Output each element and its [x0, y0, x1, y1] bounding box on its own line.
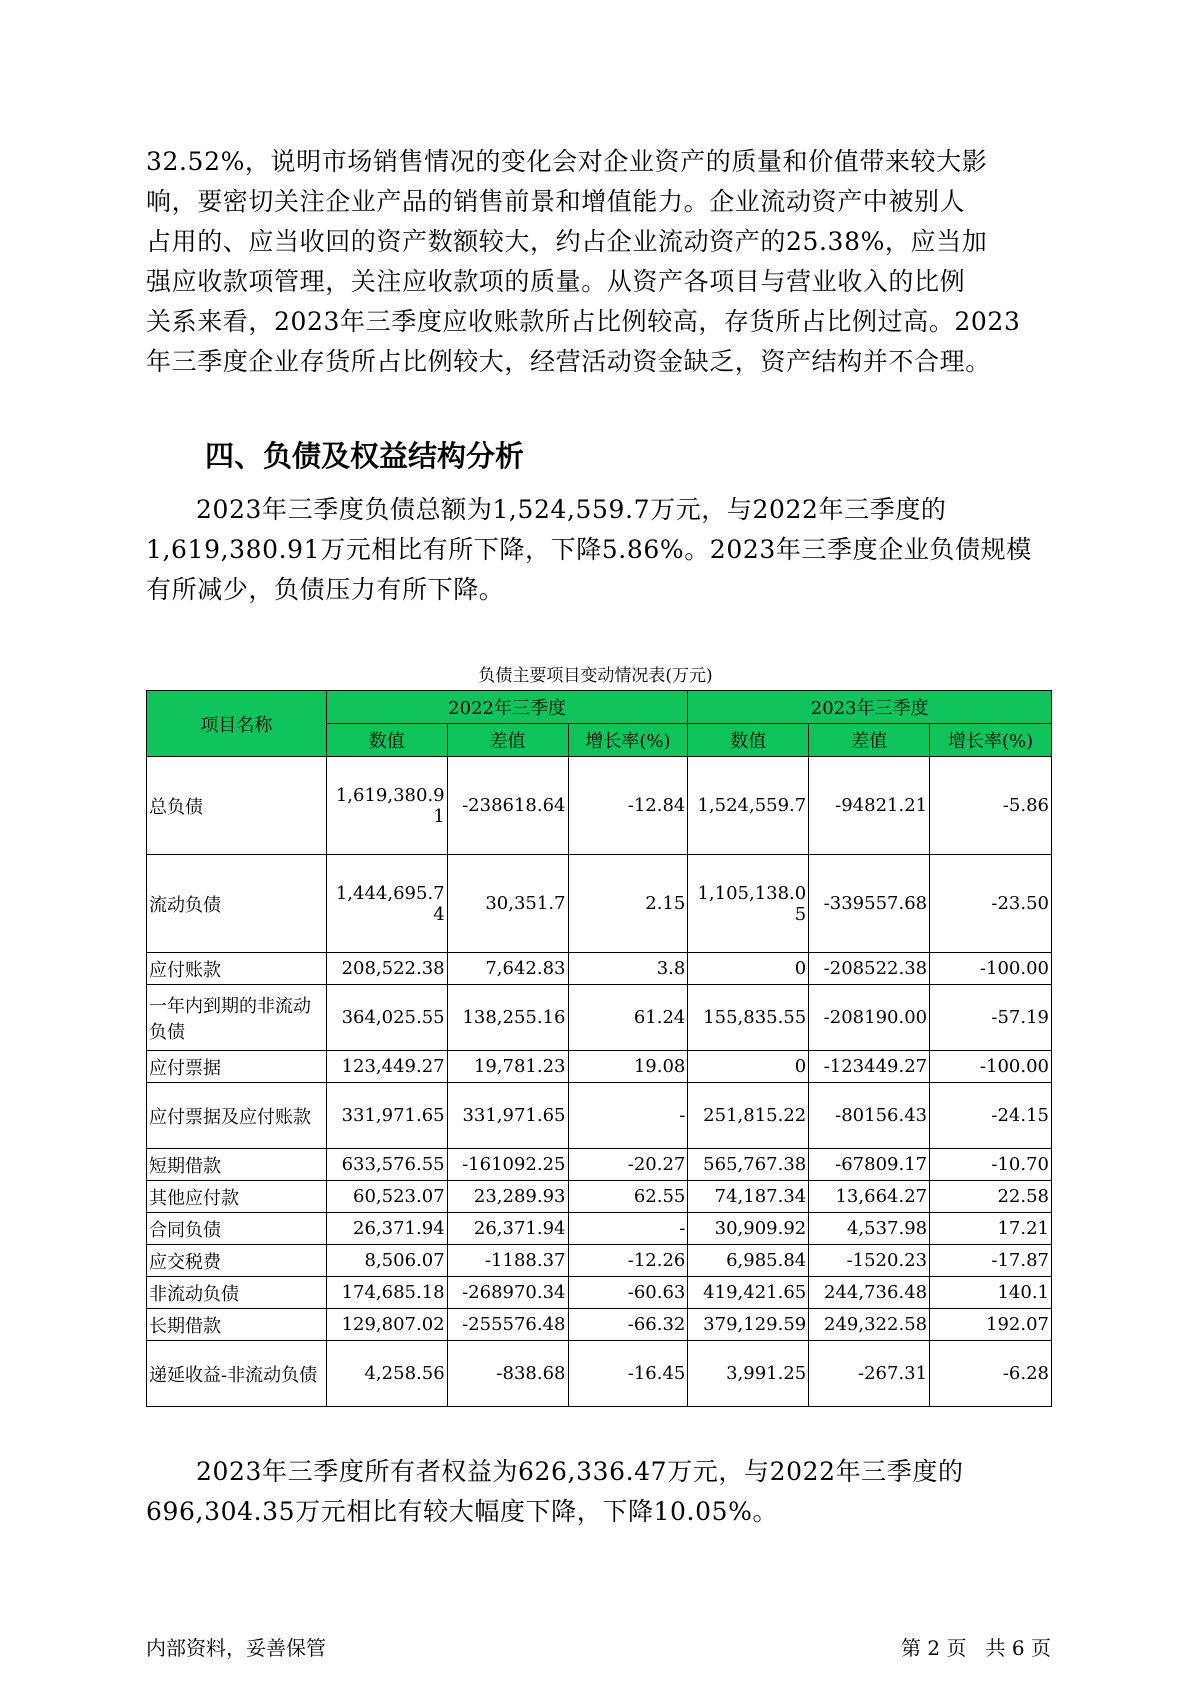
paragraph-line: 32.52%，说明市场销售情况的变化会对企业资产的质量和价值带来较大影	[146, 147, 988, 176]
growth-2023: -57.19	[930, 985, 1052, 1051]
equity-paragraph	[146, 1452, 1051, 1532]
table-row	[147, 1181, 1052, 1213]
diff-2023: -94821.21	[809, 757, 930, 855]
diff-2023: -80156.43	[809, 1083, 930, 1149]
item-name: 长期借款	[147, 1309, 327, 1341]
value-2022: 633,576.55	[326, 1149, 447, 1181]
growth-2023: -23.50	[930, 855, 1052, 953]
growth-2022: -60.63	[568, 1277, 688, 1309]
item-name: 总负债	[147, 757, 327, 855]
table-row	[147, 1277, 1052, 1309]
paragraph-line: 响，要密切关注企业产品的销售前景和增值能力。企业流动资产中被别人	[146, 187, 966, 216]
item-name: 其他应付款	[147, 1181, 327, 1213]
diff-2023: 13,664.27	[809, 1181, 930, 1213]
growth-2023: 22.58	[930, 1181, 1052, 1213]
diff-2023: 4,537.98	[809, 1213, 930, 1245]
value-2022: 123,449.27	[326, 1051, 447, 1083]
growth-2023: 140.1	[930, 1277, 1052, 1309]
table-row	[147, 1341, 1052, 1407]
table-row	[147, 1213, 1052, 1245]
period-2022-header: 2022年三季度	[326, 691, 688, 724]
diff-2023: -339557.68	[809, 855, 930, 953]
growth-2023: -5.86	[930, 757, 1052, 855]
paragraph-line: 强应收款项管理，关注应收款项的质量。从资产各项目与营业收入的比例	[146, 267, 966, 296]
diff-2022: -161092.25	[447, 1149, 568, 1181]
table-row	[147, 953, 1052, 985]
diff-2022: 19,781.23	[447, 1051, 568, 1083]
table-row	[147, 1245, 1052, 1277]
item-name: 应付账款	[147, 953, 327, 985]
diff-2022: -1188.37	[447, 1245, 568, 1277]
item-name: 流动负债	[147, 855, 327, 953]
growth-2022: -66.32	[568, 1309, 688, 1341]
growth-2023: -100.00	[930, 1051, 1052, 1083]
diff-2022: 23,289.93	[447, 1181, 568, 1213]
growth-2023: -24.15	[930, 1083, 1052, 1149]
diff-2022: -238618.64	[447, 757, 568, 855]
value-2023: 419,421.65	[688, 1277, 809, 1309]
table-row	[147, 855, 1052, 953]
item-name-header: 项目名称	[147, 691, 327, 757]
column-header: 增长率(%)	[568, 724, 688, 757]
table-caption: 负债主要项目变动情况表(万元)	[478, 666, 713, 686]
item-name: 递延收益-非流动负债	[147, 1341, 327, 1407]
table-row	[147, 1309, 1052, 1341]
value-2022: 26,371.94	[326, 1213, 447, 1245]
paragraph-line: 有所减少，负债压力有所下降。	[146, 575, 505, 604]
growth-2023: -10.70	[930, 1149, 1052, 1181]
value-2022: 174,685.18	[326, 1277, 447, 1309]
growth-2023: -100.00	[930, 953, 1052, 985]
diff-2023: -1520.23	[809, 1245, 930, 1277]
table-row	[147, 985, 1052, 1051]
paragraph-line: 关系来看，2023年三季度应收账款所占比例较高，存货所占比例过高。2023	[146, 307, 1021, 336]
value-2023: 251,815.22	[688, 1083, 809, 1149]
item-name: 应付票据	[147, 1051, 327, 1083]
paragraph-line: 1,619,380.91万元相比有所下降，下降5.86%。2023年三季度企业负债规模	[146, 535, 1032, 564]
growth-2023: 192.07	[930, 1309, 1052, 1341]
value-2022: 1,444,695.74	[326, 855, 447, 953]
paragraph-line: 2023年三季度负债总额为1,524,559.7万元，与2022年三季度的	[196, 495, 947, 524]
table-row	[147, 757, 1052, 855]
table-row	[147, 1083, 1052, 1149]
value-2022: 129,807.02	[326, 1309, 447, 1341]
value-2023: 1,524,559.7	[688, 757, 809, 855]
growth-2023: 17.21	[930, 1213, 1052, 1245]
growth-2022: -16.45	[568, 1341, 688, 1407]
growth-2022: -12.84	[568, 757, 688, 855]
value-2023: 74,187.34	[688, 1181, 809, 1213]
column-header: 数值	[326, 724, 447, 757]
value-2023: 0	[688, 1051, 809, 1083]
value-2022: 364,025.55	[326, 985, 447, 1051]
column-header: 差值	[809, 724, 930, 757]
diff-2023: -208522.38	[809, 953, 930, 985]
paragraph-line: 2023年三季度所有者权益为626,336.47万元，与2022年三季度的	[196, 1457, 964, 1486]
value-2022: 8,506.07	[326, 1245, 447, 1277]
diff-2023: -123449.27	[809, 1051, 930, 1083]
value-2022: 60,523.07	[326, 1181, 447, 1213]
value-2023: 1,105,138.05	[688, 855, 809, 953]
value-2023: 6,985.84	[688, 1245, 809, 1277]
diff-2023: 249,322.58	[809, 1309, 930, 1341]
diff-2022: -255576.48	[447, 1309, 568, 1341]
diff-2022: 26,371.94	[447, 1213, 568, 1245]
growth-2022: 2.15	[568, 855, 688, 953]
column-header: 增长率(%)	[930, 724, 1052, 757]
growth-2022: -	[568, 1083, 688, 1149]
value-2023: 565,767.38	[688, 1149, 809, 1181]
diff-2023: -267.31	[809, 1341, 930, 1407]
paragraph-line: 年三季度企业存货所占比例较大，经营活动资金缺乏，资产结构并不合理。	[146, 347, 991, 376]
value-2023: 155,835.55	[688, 985, 809, 1051]
growth-2022: -	[568, 1213, 688, 1245]
footer-page-number: 第 2 页 共 6 页	[901, 1636, 1051, 1660]
growth-2022: 19.08	[568, 1051, 688, 1083]
table-row	[147, 1149, 1052, 1181]
value-2023: 0	[688, 953, 809, 985]
value-2023: 379,129.59	[688, 1309, 809, 1341]
diff-2022: -838.68	[447, 1341, 568, 1407]
growth-2022: -20.27	[568, 1149, 688, 1181]
section-heading: 四、负债及权益结构分析	[205, 439, 525, 473]
item-name: 应付票据及应付账款	[147, 1083, 327, 1149]
value-2023: 30,909.92	[688, 1213, 809, 1245]
growth-2023: -6.28	[930, 1341, 1052, 1407]
diff-2022: 138,255.16	[447, 985, 568, 1051]
paragraph-line: 占用的、应当收回的资产数额较大，约占企业流动资产的25.38%，应当加	[146, 227, 988, 256]
diff-2023: 244,736.48	[809, 1277, 930, 1309]
value-2022: 4,258.56	[326, 1341, 447, 1407]
diff-2022: 30,351.7	[447, 855, 568, 953]
diff-2022: 7,642.83	[447, 953, 568, 985]
growth-2022: 61.24	[568, 985, 688, 1051]
paragraph-line: 696,304.35万元相比有较大幅度下降，下降10.05%。	[146, 1497, 779, 1526]
footer-confidential-note: 内部资料，妥善保管	[146, 1636, 326, 1660]
value-2023: 3,991.25	[688, 1341, 809, 1407]
item-name: 应交税费	[147, 1245, 327, 1277]
liability-table	[146, 690, 1052, 1407]
item-name: 一年内到期的非流动负债	[147, 985, 327, 1051]
diff-2023: -208190.00	[809, 985, 930, 1051]
liability-paragraph	[146, 490, 1051, 610]
table-row	[147, 1051, 1052, 1083]
column-header: 差值	[447, 724, 568, 757]
item-name: 短期借款	[147, 1149, 327, 1181]
growth-2023: -17.87	[930, 1245, 1052, 1277]
growth-2022: -12.26	[568, 1245, 688, 1277]
diff-2023: -67809.17	[809, 1149, 930, 1181]
period-2023-header: 2023年三季度	[688, 691, 1052, 724]
growth-2022: 3.8	[568, 953, 688, 985]
value-2022: 331,971.65	[326, 1083, 447, 1149]
value-2022: 208,522.38	[326, 953, 447, 985]
column-header: 数值	[688, 724, 809, 757]
diff-2022: -268970.34	[447, 1277, 568, 1309]
value-2022: 1,619,380.91	[326, 757, 447, 855]
item-name: 合同负债	[147, 1213, 327, 1245]
item-name: 非流动负债	[147, 1277, 327, 1309]
diff-2022: 331,971.65	[447, 1083, 568, 1149]
growth-2022: 62.55	[568, 1181, 688, 1213]
intro-paragraph	[146, 142, 1051, 382]
